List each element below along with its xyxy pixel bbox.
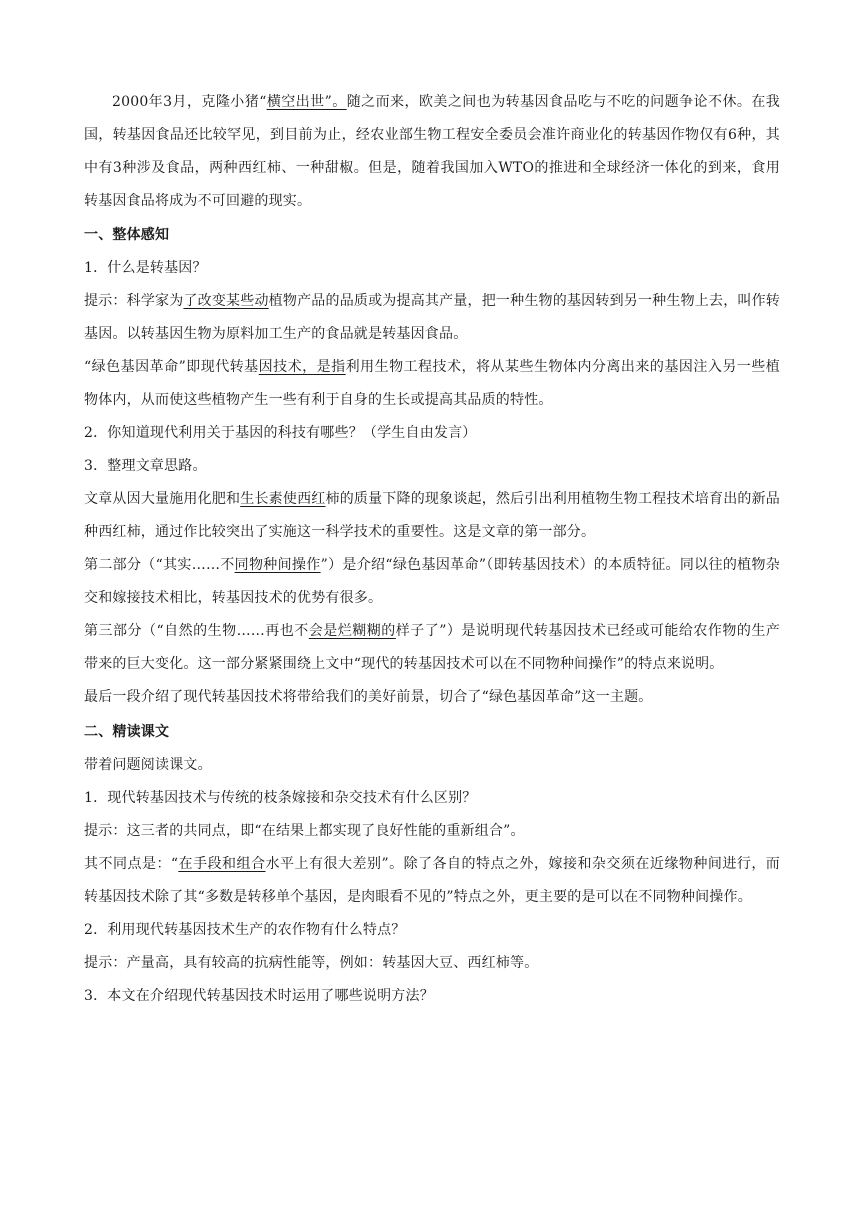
intro-text-b: 随之而来，欧美之间也为转基因食品吃与不吃的问题争论不休。在我国，转基因食品还比较罕见，到目前为止，经农业部生物工程安全委员会准许商业化的转基因作物仅有6种，其中有3种涉及食品，两种西红柿、一种甜椒。但是，随着我国加入WTO的推进和全球经济一体化的到来，食用转基因食品将成为不可回避的现实。: [84, 94, 780, 209]
document-body: [84, 86, 780, 1013]
part2-text-a: 第二部分（“其实……不: [84, 557, 235, 573]
section2-question-2: 2．利用现代转基因技术生产的农作物有什么特点？: [84, 922, 406, 938]
green-revolution-paragraph: [84, 351, 780, 417]
part2-text-b: ”）是介绍“绿色基因革命”（即转基因技术）的本质特征。同以往的植物杂交和嫁接技术相比，转基因技术的优势有很多。: [84, 557, 781, 606]
section1-question-3: 3．整理文章思路。: [84, 458, 207, 474]
section2-lead: 带着问题阅读课文。: [84, 757, 212, 773]
green-text-b: 利用生物工程技术，将从某些生物体内分离出来的基因注入另一些植物体内，从而使这些植物产生一些有利于自身的生长或提高其品质的特性。: [84, 359, 780, 408]
section2-heading: 二、精读课文: [84, 724, 170, 740]
green-underlined: 因技术，是指: [258, 359, 346, 375]
structure-part-2: [84, 549, 780, 615]
structure-last-paragraph: 最后一段介绍了现代转基因技术将带给我们的美好前景，切合了“绿色基因革命”这一主题。: [84, 689, 653, 705]
part1-text-a: 文章从因大量施用化肥和: [84, 491, 241, 507]
part2-underlined: 同物种间操作: [234, 557, 321, 573]
section1-heading: 一、整体感知: [84, 227, 170, 243]
structure-part-1: [84, 483, 780, 549]
difference-paragraph: [84, 848, 780, 914]
part3-text-b: 样子了”）是说明现代转基因技术已经或可能给农作物的生产带来的巨大变化。这一部分紧紧围绕上文中“现代的转基因技术可以在不同物种间操作”的特点来说明。: [84, 623, 781, 672]
section1-hint-1: [84, 285, 780, 351]
structure-part-3: [84, 615, 780, 681]
diff-underlined: 在手段和组合: [178, 856, 266, 872]
part1-text-b: 柿的质量下降的现象谈起，然后引出利用植物生物工程技术培育出的新品种西红柿，通过作比较突出了实施这一科学技术的重要性。这是文章的第一部分。: [84, 491, 781, 540]
section2-hint-1: 提示：这三者的共同点，即“在结果上都实现了良好性能的重新组合”。: [84, 823, 525, 839]
intro-paragraph: [84, 86, 780, 218]
section2-question-1: 1．现代转基因技术与传统的枝条嫁接和杂交技术有什么区别？: [84, 790, 477, 806]
part1-underlined: 生长素使西红: [240, 491, 326, 507]
section1-question-1: 1．什么是转基因？: [84, 260, 207, 276]
part3-text-a: 第三部分（“自然的生物……再也不: [84, 623, 309, 639]
part3-underlined: 会是烂糊糊的: [308, 623, 396, 639]
section2-hint-2: 提示：产量高，具有较高的抗病性能等，例如：转基因大豆、西红柿等。: [84, 955, 539, 971]
intro-underlined: 横空出世”。: [266, 94, 347, 110]
section1-question-2: 2．你知道现代利用关于基因的科技有哪些？（学生自由发言）: [84, 425, 477, 441]
hint1-text-a: 提示：科学家为: [84, 293, 184, 309]
section2-question-3: 3．本文在介绍现代转基因技术时运用了哪些说明方法？: [84, 988, 434, 1004]
diff-text-a: 其不同点是：“: [84, 856, 179, 872]
hint1-text-b: 植物产品的品质或为提高其产量，把一种生物的基因转到另一种生物上去，叫作转基因。以转基因生物为原料加工生产的食品就是转基因食品。: [84, 293, 781, 342]
hint1-underlined: 了改变某些动: [183, 293, 269, 309]
diff-text-b: 水平上有很大差别”。除了各自的特点之外，嫁接和杂交须在近缘物种间进行，而转基因技术除了其“多数是转移单个基因，是肉眼看不见的”特点之外，更主要的是可以在不同物种间操作。: [84, 856, 781, 905]
green-text-a: “绿色基因革命”即现代转基: [84, 359, 259, 375]
intro-text-a: 2000年3月，克隆小猪“: [112, 94, 267, 110]
